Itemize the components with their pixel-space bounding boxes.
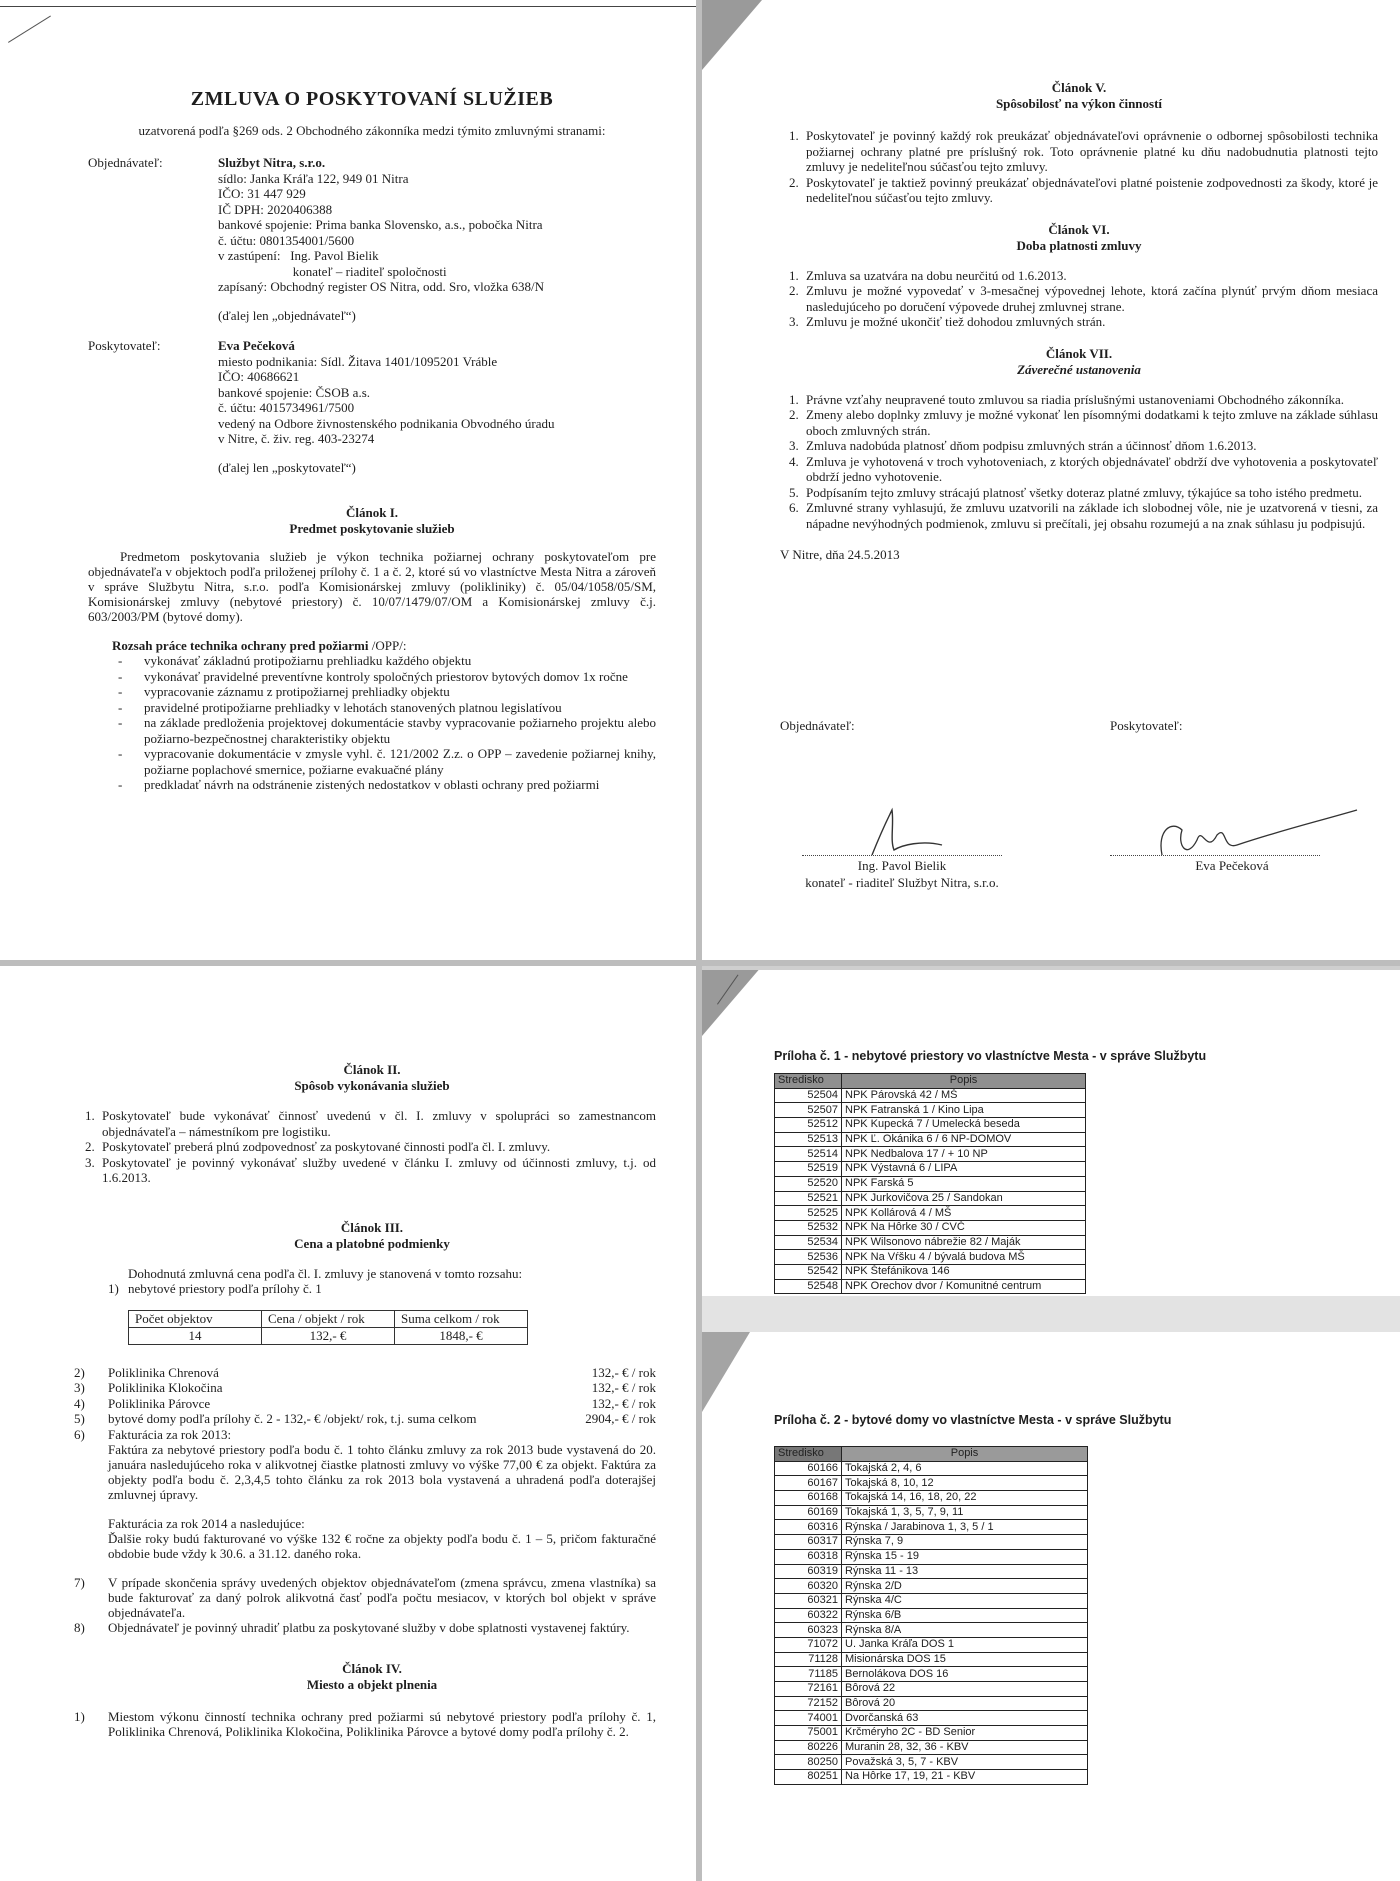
article-7-item: 5. Podpísaním tejto zmluvy strácajú platnosť všetky doteraz platné zmluvy, týkajúce sa toho istého predmetu. — [802, 485, 1378, 501]
annex-1-header-cell: Stredisko — [775, 1074, 842, 1089]
client-line: zapísaný: Obchodný register OS Nitra, odd. Sro, vložka 638/N — [218, 279, 545, 294]
provider-label: Poskytovateľ: — [88, 338, 161, 353]
table-row — [775, 1667, 1088, 1682]
stredisko-cell: 52512 — [775, 1118, 842, 1133]
price-item — [74, 1411, 656, 1427]
contract-page-3 — [0, 966, 696, 1881]
scan-edge — [702, 966, 1400, 970]
client-label: Objednávateľ: — [88, 155, 163, 170]
stredisko-cell: 74001 — [775, 1711, 842, 1726]
table-row — [775, 1637, 1088, 1652]
popis-cell: Rýnska 6/B — [842, 1608, 1088, 1623]
provider-alias: (ďalej len „poskytovateľ“) — [218, 459, 356, 475]
article-6-item: 1. Zmluva sa uzatvára na dobu neurčitú od 1.6.2013. — [802, 268, 1378, 284]
client-line: IČO: 31 447 929 — [218, 186, 306, 201]
invoicing-2013-title: Fakturácia za rok 2013: — [108, 1426, 232, 1442]
stredisko-cell: 60322 — [775, 1608, 842, 1623]
signature-right-label: Poskytovateľ: — [1110, 718, 1183, 733]
stredisko-cell: 80251 — [775, 1770, 842, 1785]
signature-line-left — [802, 855, 1002, 856]
article-5-number: Článok V. — [1051, 80, 1107, 95]
table-row — [775, 1740, 1088, 1755]
article-5-item: 2. Poskytovateľ je taktiež povinný preukázať objednávateľovi platné poistenie zodpovednosti za škody, ktoré je nedeliteľnou súčasťou tejto zmluvy. — [802, 175, 1378, 206]
table-row — [775, 1088, 1086, 1103]
price-item-amount: 132,- € / rok — [591, 1395, 656, 1411]
stredisko-cell: 60167 — [775, 1476, 842, 1491]
stredisko-cell: 72161 — [775, 1682, 842, 1697]
price-item — [74, 1396, 656, 1412]
article-7-list — [780, 392, 1378, 532]
client-line: č. účtu: 0801354001/5600 — [218, 232, 355, 248]
stredisko-cell: 60318 — [775, 1549, 842, 1564]
client-line: v zastúpení: Ing. Pavol Bielik — [218, 248, 379, 263]
client-name: Službyt Nitra, s.r.o. — [218, 155, 326, 170]
scope-item: - vykonávať základnú protipožiarnu prehliadku každého objektu — [144, 653, 656, 669]
table-row — [775, 1755, 1088, 1770]
article-2-item: 3. Poskytovateľ je povinný vykonávať služby uvedené v článku I. zmluvy od účinnosti zmluvy, t.j. od 1.6.2013. — [98, 1155, 656, 1186]
price-item-amount: 132,- € / rok — [591, 1364, 656, 1380]
annex-1-header — [775, 1074, 1086, 1089]
article-1-text: Predmetom poskytovania služieb je výkon technika požiarnej ochrany poskytovateľom pre objednávateľa v objektoch podľa priloženej prílohy č. 1 a č. 2, ktoré sú vo vlastníctve Mesta Nitra a zároveň v správe Službytu Nitra, s.r.o. podľa Komisionárskej zmluvy (polikliniky) č. 05/04/1058/05/SM, Komisionárskej zmluvy (nebytové priestory) č. 10/07/1479/07/OM a Komisionárskej zmluvy č.j. 603/2003/PM (bytové domy). — [88, 549, 656, 624]
article-3-number: Článok III. — [340, 1219, 404, 1235]
popis-cell: NPK Orechov dvor / Komunitné centrum — [842, 1279, 1086, 1294]
price-cell: 14 — [129, 1327, 262, 1344]
price-table-row — [129, 1327, 528, 1344]
signature-right-name: Eva Pečeková — [1195, 858, 1269, 873]
client-line: sídlo: Janka Kráľa 122, 949 01 Nitra — [218, 170, 409, 186]
stredisko-cell: 52534 — [775, 1235, 842, 1250]
popis-cell: Považská 3, 5, 7 - KBV — [842, 1755, 1088, 1770]
price-header-cell: Počet objektov — [129, 1310, 262, 1327]
article-2-item: 1. Poskytovateľ bude vykonávať činnosť uvedenú v čl. I. zmluvy v spolupráci so zamestnancom objednávateľa – námestníkom pre logistiku. — [98, 1108, 656, 1139]
annex-1-table — [774, 1073, 1086, 1294]
stredisko-cell: 71128 — [775, 1652, 842, 1667]
stredisko-cell: 60323 — [775, 1623, 842, 1638]
invoicing-block — [74, 1427, 656, 1561]
signature-left-role: konateľ - riaditeľ Službyt Nitra, s.r.o. — [805, 875, 999, 890]
table-row — [775, 1535, 1088, 1550]
client-line: IČ DPH: 2020406388 — [218, 201, 333, 217]
table-row — [775, 1770, 1088, 1785]
stredisko-cell: 60319 — [775, 1564, 842, 1579]
place-date: V Nitre, dňa 24.5.2013 — [780, 547, 900, 562]
price-cell: 1848,- € — [395, 1327, 528, 1344]
table-row — [775, 1132, 1086, 1147]
price-item-number: 2) — [74, 1364, 85, 1380]
popis-cell: Rýnska 7, 9 — [842, 1535, 1088, 1550]
popis-cell: U. Janka Kráľa DOS 1 — [842, 1637, 1088, 1652]
article-3-intro: Dohodnutá zmluvná cena podľa čl. I. zmluvy je stanovená v tomto rozsahu: — [128, 1265, 523, 1281]
annex-1-header-cell: Popis — [842, 1074, 1086, 1089]
invoicing-2014-title: Fakturácia za rok 2014 a nasledujúce: — [108, 1515, 305, 1531]
popis-cell: NPK Nedbalova 17 / + 10 NP — [842, 1147, 1086, 1162]
price-item-text: bytové domy podľa prílohy č. 2 - 132,- € /objekt/ rok, t.j. suma celkom — [108, 1411, 477, 1426]
popis-cell: Rýnska 8/A — [842, 1623, 1088, 1638]
price-item-amount: 132,- € / rok — [591, 1380, 656, 1395]
provider-line: č. účtu: 4015734961/7500 — [218, 400, 355, 415]
table-row — [775, 1549, 1088, 1564]
price-item-text: Poliklinika Párovce — [108, 1395, 211, 1411]
client-line: bankové spojenie: Prima banka Slovensko, a.s., pobočka Nitra — [218, 217, 543, 232]
scope-list — [88, 653, 656, 793]
provider-line: v Nitre, č. živ. reg. 403-23274 — [218, 431, 375, 446]
article-7-item: 3. Zmluva nadobúda platnosť dňom podpisu zmluvných strán a účinnosť dňom 1.6.2013. — [802, 438, 1378, 454]
table-row — [775, 1608, 1088, 1623]
popis-cell: NPK Jurkovičova 25 / Sandokan — [842, 1191, 1086, 1206]
popis-cell: Rýnska 4/C — [842, 1593, 1088, 1608]
stredisko-cell: 52520 — [775, 1176, 842, 1191]
annex-1-body — [775, 1088, 1086, 1294]
popis-cell: Bôrová 22 — [842, 1682, 1088, 1697]
article-3-title: Cena a platobné podmienky — [294, 1235, 450, 1251]
pen-mark — [8, 16, 51, 43]
table-row — [775, 1264, 1086, 1279]
stredisko-cell: 60166 — [775, 1461, 842, 1476]
stredisko-cell: 52513 — [775, 1132, 842, 1147]
article-7-item: 1. Právne vzťahy neupravené touto zmluvou sa riadia príslušnými ustanoveniami Obchodného zákonníka. — [802, 392, 1378, 408]
popis-cell: NPK Na Vŕšku 4 / bývalá budova MŠ — [842, 1250, 1086, 1265]
scope-item: - vypracovanie dokumentácie v zmysle vyhl. č. 121/2002 Z.z. o OPP – zavedenie požiarnej knihy, požiarne poplachové smernice, požiarne evakuačné plány — [144, 746, 656, 777]
scope-item: - vypracovanie záznamu z protipožiarnej prehliadky objektu — [144, 684, 656, 700]
stredisko-cell: 60169 — [775, 1505, 842, 1520]
stredisko-cell: 52525 — [775, 1206, 842, 1221]
annex-2-header-cell: Popis — [842, 1447, 1088, 1462]
stredisko-cell: 80226 — [775, 1740, 842, 1755]
provider-line: miesto podnikania: Sídl. Žitava 1401/1095201 Vráble — [218, 353, 498, 369]
provider-line: IČO: 40686621 — [218, 369, 300, 384]
popis-cell: Tokajská 14, 16, 18, 20, 22 — [842, 1491, 1088, 1506]
table-row — [775, 1520, 1088, 1535]
stredisko-cell: 52542 — [775, 1264, 842, 1279]
client-line: konateľ – riaditeľ spoločnosti — [218, 263, 447, 279]
provider-block — [88, 338, 656, 475]
table-row — [775, 1711, 1088, 1726]
contract-title: ZMLUVA O POSKYTOVANÍ SLUŽIEB — [190, 88, 554, 110]
popis-cell: Misionárska DOS 15 — [842, 1652, 1088, 1667]
table-row — [775, 1147, 1086, 1162]
price-table-header — [129, 1310, 528, 1327]
article-5-title: Spôsobilosť na výkon činností — [995, 96, 1163, 111]
scope-item: - predkladať návrh na odstránenie zistených nedostatkov v oblasti ochrany pred požiarmi — [144, 777, 656, 793]
popis-cell: Rýnska 11 - 13 — [842, 1564, 1088, 1579]
article-7-title: Záverečné ustanovenia — [1017, 361, 1141, 377]
table-row — [775, 1162, 1086, 1177]
table-row — [775, 1103, 1086, 1118]
stredisko-cell: 80250 — [775, 1755, 842, 1770]
popis-cell: NPK Ľ. Okánika 6 / 6 NP-DOMOV — [842, 1132, 1086, 1147]
price-header-cell: Suma celkom / rok — [395, 1310, 528, 1327]
provider-name: Eva Pečeková — [218, 338, 295, 353]
article-6-title: Doba platnosti zmluvy — [1016, 237, 1142, 253]
table-row — [775, 1593, 1088, 1608]
contract-page-1 — [0, 0, 696, 960]
page-fold — [702, 966, 762, 1036]
popis-cell: NPK Na Hôrke 30 / CVČ — [842, 1220, 1086, 1235]
popis-cell: NPK Fatranská 1 / Kino Lipa — [842, 1103, 1086, 1118]
client-alias: (ďalej len „objednávateľ“) — [218, 307, 356, 323]
popis-cell: NPK Kupecká 7 / Umelecká beseda — [842, 1118, 1086, 1133]
signature-line-right — [1110, 855, 1320, 856]
stredisko-cell: 71072 — [775, 1637, 842, 1652]
article-2-item: 2. Poskytovateľ preberá plnú zodpovednosť za poskytované činnosti podľa čl. I. zmluvy. — [98, 1139, 656, 1155]
table-row — [775, 1476, 1088, 1491]
article-2-list — [58, 1108, 656, 1186]
table-row — [775, 1682, 1088, 1697]
article-4-number: Článok IV. — [342, 1660, 402, 1676]
stredisko-cell: 60321 — [775, 1593, 842, 1608]
stredisko-cell: 60316 — [775, 1520, 842, 1535]
table-row — [775, 1652, 1088, 1667]
stredisko-cell: 72152 — [775, 1696, 842, 1711]
popis-cell: NPK Wilsonovo nábrežie 82 / Maják — [842, 1235, 1086, 1250]
invoicing-number: 6) — [74, 1426, 85, 1442]
price-table — [128, 1310, 528, 1345]
popis-cell: NPK Farská 5 — [842, 1176, 1086, 1191]
table-row — [775, 1250, 1086, 1265]
table-row — [775, 1220, 1086, 1235]
article-5-list — [780, 128, 1378, 206]
article-5-item: 1. Poskytovateľ je povinný každý rok preukázať objednávateľovi oprávnenie o odbornej spôsobilosti technika požiarnej ochrany platné pre príslušný rok. Toto oprávnenie platné ku dňu nadobudnutia platnosti tejto zmluvy je nedeliteľnou súčasťou tejto zmluvy. — [802, 128, 1378, 175]
table-row — [775, 1564, 1088, 1579]
table-row — [775, 1206, 1086, 1221]
stredisko-cell: 75001 — [775, 1726, 842, 1741]
annex-page — [702, 966, 1400, 1881]
contract-subtitle: uzatvorená podľa §269 ods. 2 Obchodného zákonníka medzi týmito zmluvnými stranami: — [138, 123, 606, 138]
price-item-8: 8) Objednávateľ je povinný uhradiť platbu za poskytované služby v dobe splatnosti vystavenej faktúry. — [74, 1619, 630, 1635]
scope-heading-bold: Rozsah práce technika ochrany pred požiarmi — [112, 638, 369, 653]
article-7-number: Článok VII. — [1045, 345, 1113, 361]
stredisko-cell: 52507 — [775, 1103, 842, 1118]
invoicing-2013-text: Faktúra za nebytové priestory podľa bodu č. 1 tohto článku zmluvy za rok 2013 bude vystavená do 20. januára nasledujúceho roka v alikvotnej čiastke platnosti zmluvy vo výške 77,00 € za objekt. Faktúra za objekty podľa bodu č. 2,3,4,5 tohto článku za rok 2013 bola vystavená a uhradená podľa doterajšej zmluvnej úpravy. — [108, 1441, 656, 1502]
scan-edge — [0, 6, 696, 7]
stredisko-cell: 60317 — [775, 1535, 842, 1550]
article-6-list — [780, 268, 1378, 330]
annex-2-title: Príloha č. 2 - bytové domy vo vlastníctve Mesta - v správe Službytu — [774, 1413, 1172, 1427]
stredisko-cell: 52519 — [775, 1162, 842, 1177]
table-row — [775, 1176, 1086, 1191]
annex-1-title: Príloha č. 1 - nebytové priestory vo vlastníctve Mesta - v správe Službytu — [774, 1049, 1207, 1063]
article-6-number: Článok VI. — [1048, 221, 1110, 237]
article-4-title: Miesto a objekt plnenia — [306, 1676, 438, 1692]
client-block — [88, 155, 656, 323]
annex-2-body — [775, 1461, 1088, 1784]
table-row — [775, 1235, 1086, 1250]
popis-cell: Muranin 28, 32, 36 - KBV — [842, 1740, 1088, 1755]
article-3-item-1-text: nebytové priestory podľa prílohy č. 1 — [128, 1280, 322, 1296]
price-item-7: 7) V prípade skončenia správy uvedených objektov objednávateľom (zmena správcu, zmena vlastníka) sa bude fakturovať za daný polrok alikvotná časť podľa počtu mesiacov, v ktorých bol objekt v správe objednávateľa. — [74, 1574, 656, 1620]
article-7-item: 2. Zmeny alebo doplnky zmluvy je možné vykonať len písomnými dodatkami k tejto zmluve na základe súhlasu oboch zmluvných strán. — [802, 407, 1378, 438]
popis-cell: NPK Výstavná 6 / LIPA — [842, 1162, 1086, 1177]
provider-line: bankové spojenie: ČSOB a.s. — [218, 384, 371, 400]
popis-cell: Bernolákova DOS 16 — [842, 1667, 1088, 1682]
article-6-item: 2. Zmluvu je možné vypovedať v 3-mesačnej výpovednej lehote, ktorá začína plynúť prvým dňom mesiaca nasledujúceho po doručení výpovede druhej zmluvnej strane. — [802, 283, 1378, 314]
signature-pecekova — [1142, 805, 1362, 865]
popis-cell: Tokajská 2, 4, 6 — [842, 1461, 1088, 1476]
popis-cell: NPK Kollárová 4 / MŠ — [842, 1206, 1086, 1221]
price-item — [74, 1380, 656, 1396]
price-cell: 132,- € — [262, 1327, 395, 1344]
price-header-cell: Cena / objekt / rok — [262, 1310, 395, 1327]
stredisko-cell: 52536 — [775, 1250, 842, 1265]
popis-cell: NPK Párovská 42 / MŠ — [842, 1088, 1086, 1103]
stredisko-cell: 60168 — [775, 1491, 842, 1506]
article-3-item-1: 1) nebytové priestory podľa prílohy č. 1 — [108, 1280, 322, 1296]
article-2-number: Článok II. — [343, 1062, 401, 1077]
signature-bielik — [832, 800, 1012, 860]
stredisko-cell: 52532 — [775, 1220, 842, 1235]
popis-cell: NPK Štefánikova 146 — [842, 1264, 1086, 1279]
article-6-item: 3. Zmluvu je možné ukončiť tiež dohodou zmluvných strán. — [802, 314, 1378, 330]
scope-heading-suffix: /OPP/: — [368, 638, 407, 653]
popis-cell: Rýnska / Jarabinova 1, 3, 5 / 1 — [842, 1520, 1088, 1535]
price-item-7-text: V prípade skončenia správy uvedených objektov objednávateľom (zmena správcu, zmena vlastníka) sa bude fakturovať za daný polrok alikvotná časť podľa počtu mesiacov, v ktorých bol objekt v správe objednávateľa. — [108, 1574, 656, 1620]
table-row — [775, 1461, 1088, 1476]
contract-page-2 — [702, 0, 1400, 960]
table-row — [775, 1726, 1088, 1741]
table-row — [775, 1191, 1086, 1206]
scan-gap — [702, 1296, 1400, 1332]
table-row — [775, 1623, 1088, 1638]
article-2-title: Spôsob vykonávania služieb — [294, 1078, 450, 1093]
provider-line: vedený na Odbore živnostenského podnikania Obvodného úradu — [218, 415, 555, 431]
table-row — [775, 1491, 1088, 1506]
popis-cell: Rýnska 15 - 19 — [842, 1549, 1088, 1564]
price-item-number: 4) — [74, 1395, 85, 1411]
stredisko-cell: 52514 — [775, 1147, 842, 1162]
price-items — [74, 1365, 656, 1635]
annex-2-header-cell: Stredisko — [775, 1447, 842, 1462]
price-item-amount: 2904,- € / rok — [585, 1411, 656, 1426]
annex-2-header — [775, 1447, 1088, 1462]
table-row — [775, 1279, 1086, 1294]
article-1-title: Predmet poskytovanie služieb — [289, 521, 455, 536]
scope-item: - na základe predloženia projektovej dokumentácie stavby vypracovanie požiarneho projektu alebo požiarno-bezpečnostnej charakteristiky objektu — [144, 715, 656, 746]
popis-cell: Rýnska 2/D — [842, 1579, 1088, 1594]
price-item-8-text: Objednávateľ je povinný uhradiť platbu za poskytované služby v dobe splatnosti vystavenej faktúry. — [108, 1619, 630, 1635]
signature-left-name: Ing. Pavol Bielik — [857, 858, 947, 873]
price-item-number: 5) — [74, 1411, 85, 1426]
price-item-text: Poliklinika Klokočina — [108, 1380, 223, 1395]
table-row — [775, 1579, 1088, 1594]
article-7-item: 6. Zmluvné strany vyhlasujú, že zmluvu uzatvorili na základe ich slobodnej vôle, nie je uzatvorená v tiesni, za nápadne nevýhodných podmienok, zmluvu si prečítali, jej obsahu rozumejú a na znak súhlasu ju podpisujú. — [802, 500, 1378, 531]
signature-left-label: Objednávateľ: — [780, 718, 855, 733]
stredisko-cell: 52521 — [775, 1191, 842, 1206]
popis-cell: Tokajská 8, 10, 12 — [842, 1476, 1088, 1491]
price-item-number: 3) — [74, 1380, 85, 1395]
price-item-text: Poliklinika Chrenová — [108, 1364, 219, 1380]
table-row — [775, 1696, 1088, 1711]
table-row — [775, 1505, 1088, 1520]
article-4-item-text: Miestom výkonu činností technika ochrany pred požiarmi sú nebytové priestory podľa prílohy č. 1, Poliklinika Chrenová, Poliklinika Klokočina, Poliklinika Párovce a bytové domy podľa prílohy č. 2. — [108, 1708, 656, 1739]
table-row — [775, 1118, 1086, 1133]
stredisko-cell: 52548 — [775, 1279, 842, 1294]
popis-cell: Krčméryho 2C - BD Senior — [842, 1726, 1088, 1741]
scope-item: - vykonávať pravidelné preventívne kontroly spoločných priestorov bytových domov 1x ročne — [144, 669, 656, 685]
article-1-number: Článok I. — [345, 505, 399, 520]
annex-2-table — [774, 1446, 1088, 1785]
scope-heading — [112, 638, 656, 653]
page-fold — [702, 0, 762, 70]
article-7-item: 4. Zmluva je vyhotovená v troch vyhotoveniach, z ktorých objednávateľ obdrží dve vyhotovenia a poskytovateľ obdrží jedno vyhotovenie. — [802, 454, 1378, 485]
price-item — [74, 1365, 656, 1381]
stredisko-cell: 71185 — [775, 1667, 842, 1682]
popis-cell: Tokajská 1, 3, 5, 7, 9, 11 — [842, 1505, 1088, 1520]
page-fold — [702, 1332, 750, 1412]
popis-cell: Bôrová 20 — [842, 1696, 1088, 1711]
stredisko-cell: 52504 — [775, 1088, 842, 1103]
scope-item: - pravidelné protipožiarne prehliadky v lehotách stanovených platnou legislatívou — [144, 700, 656, 716]
popis-cell: Dvorčanská 63 — [842, 1711, 1088, 1726]
article-4-item: 1) Miestom výkonu činností technika ochrany pred požiarmi sú nebytové priestory podľa prílohy č. 1, Poliklinika Chrenová, Poliklinika Klokočina, Poliklinika Párovce a bytové domy podľa prílohy č. 2. — [74, 1708, 656, 1739]
stredisko-cell: 60320 — [775, 1579, 842, 1594]
popis-cell: Na Hôrke 17, 19, 21 - KBV — [842, 1770, 1088, 1785]
invoicing-2014-text: Ďalšie roky budú fakturované vo výške 132 € ročne za objekty podľa bodu č. 1 – 5, pričom fakturačné obdobie bude vždy k 30.6. a 31.12. daného roka. — [108, 1530, 656, 1561]
